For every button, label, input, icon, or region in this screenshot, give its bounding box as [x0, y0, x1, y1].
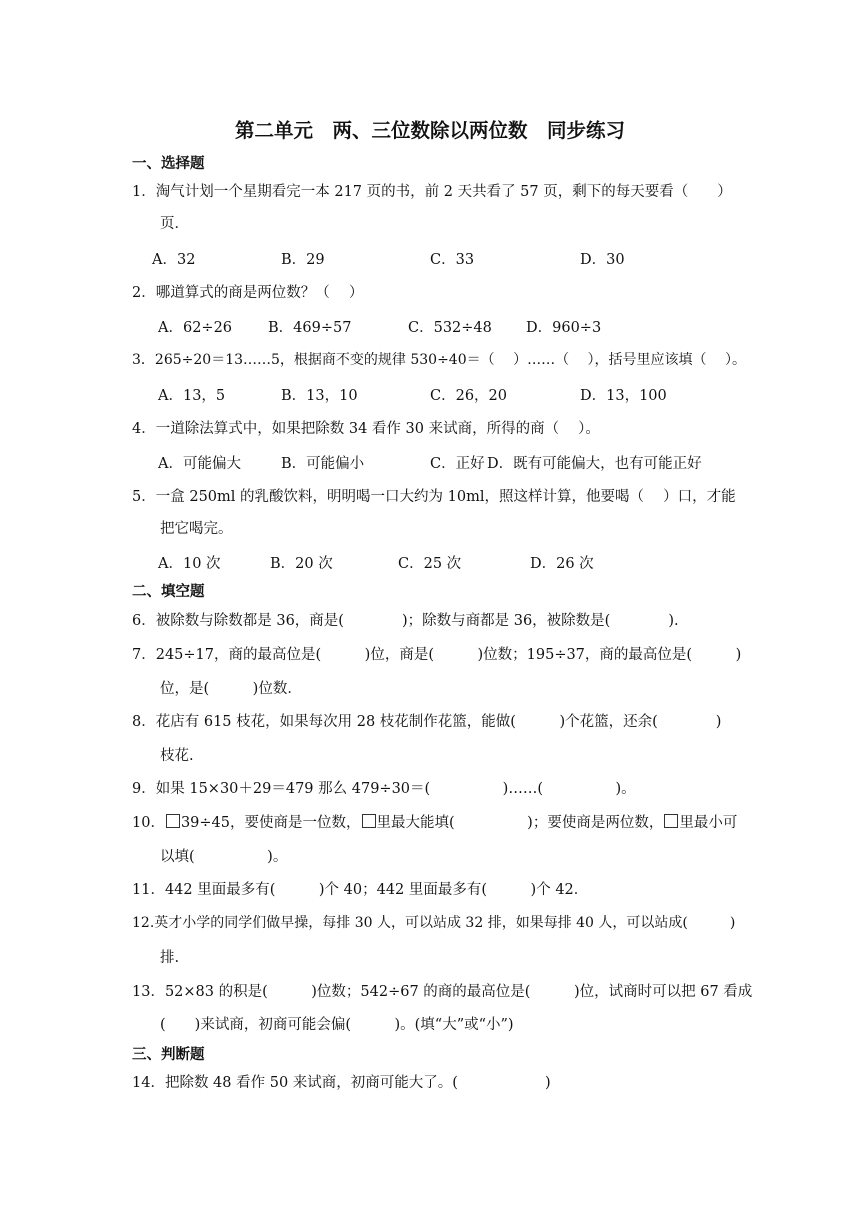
- question-7-continued: 位，是( )位数．: [160, 681, 302, 697]
- question-text: 哪道算式的商是两位数？（ ）: [155, 285, 364, 301]
- option-b: B．29: [281, 252, 325, 268]
- question-8-continued: 枝花.: [160, 748, 194, 764]
- question-number: 3．: [132, 352, 155, 368]
- question-5: [132, 485, 736, 506]
- option-c: C．26，20: [430, 388, 507, 404]
- question-text: 被除数与除数都是 36，商是( )；除数与商都是 36，被除数是( ).: [155, 613, 679, 629]
- question-2: [132, 281, 363, 302]
- option-c: C．532÷48: [408, 320, 492, 336]
- question-4: [132, 417, 600, 438]
- option-b: B．13，10: [281, 388, 358, 404]
- question-text: 一道除法算式中，如果把除数 34 看作 30 来试商，所得的商（ ）。: [155, 421, 600, 437]
- question-number: 1．: [132, 184, 156, 200]
- option-d: D．26 次: [530, 556, 594, 572]
- question-text: 442 里面最多有( )个 40；442 里面最多有( )个 42．: [164, 882, 589, 898]
- question-number: 9．: [132, 781, 156, 797]
- option-b: B．20 次: [270, 556, 333, 572]
- question-number: 12.: [132, 915, 155, 931]
- question-5-options: [0, 552, 860, 574]
- question-text: 52×83 的积是( )位数；542÷67 的商的最高位是( )位，试商时可以把 67 看成: [164, 984, 753, 1000]
- option-a: A．可能偏大: [158, 456, 241, 472]
- question-10: [132, 811, 737, 832]
- question-number: 11．: [132, 882, 165, 898]
- question-number: 4．: [132, 421, 156, 437]
- question-7: [132, 643, 741, 664]
- question-text: 39÷45，要使商是一位数，: [180, 815, 361, 831]
- question-number: 5．: [132, 489, 156, 505]
- question-9: [132, 777, 636, 798]
- question-text: 英才小学的同学们做早操，每排 30 人，可以站成 32 排，如果每排 40 人，可以站成( ): [154, 915, 736, 931]
- question-text: 花店有 615 枝花，如果每次用 28 枝花制作花篮，能做( )个花篮，还余( ): [155, 714, 722, 730]
- question-12: [132, 912, 735, 932]
- section-heading-judge: 三、判断题: [132, 1047, 205, 1063]
- question-text: 淘气计划一个星期看完一本 217 页的书，前 2 天共看了 57 页，剩下的每天要看（ ）: [155, 184, 732, 200]
- question-number: 2．: [132, 285, 156, 301]
- question-5-continued: 把它喝完。: [160, 521, 233, 537]
- option-a: A．13，5: [158, 388, 226, 404]
- option-d: D．既有可能偏大，也有可能正好: [487, 456, 702, 472]
- question-number: 10．: [132, 815, 165, 831]
- question-text: 里最大能填( )；要使商是两位数，: [376, 815, 664, 831]
- blank-box: [664, 814, 678, 828]
- blank-box: [362, 814, 376, 828]
- question-text: 265÷20＝13……5，根据商不变的规律 530÷40＝（ ）……（ ），括号里应该填（ ）。: [154, 352, 746, 368]
- question-6: [132, 609, 679, 630]
- question-text: 245÷17，商的最高位是( )位，商是( )位数；195÷37，商的最高位是( ): [155, 647, 742, 663]
- question-13: [132, 980, 752, 1001]
- question-1-continued: 页．: [160, 216, 189, 232]
- question-text: 里最小可: [679, 815, 738, 831]
- question-3: [132, 349, 746, 369]
- section-heading-fill: 二、填空题: [132, 584, 205, 600]
- page-title: 第二单元 两、三位数除以两位数 同步练习: [234, 119, 625, 142]
- question-text: 把除数 48 看作 50 来试商，初商可能大了。( ): [164, 1075, 551, 1091]
- question-4-options: [0, 452, 860, 474]
- question-number: 14．: [132, 1075, 165, 1091]
- question-13-continued: ( )来试商，初商可能会偏( )。(填“大”或“小”): [160, 1017, 514, 1033]
- question-number: 8．: [132, 714, 156, 730]
- question-12-continued: 排.: [160, 950, 180, 966]
- section-heading-choice: 一、选择题: [132, 156, 205, 172]
- option-a: A．32: [152, 252, 196, 268]
- option-c: C．正好: [430, 456, 485, 472]
- option-d: D．30: [580, 252, 625, 268]
- question-3-options: [0, 384, 860, 406]
- question-2-options: [0, 316, 860, 338]
- question-number: 7．: [132, 647, 156, 663]
- question-10-continued: 以填( )。: [160, 849, 288, 865]
- option-b: B．可能偏小: [281, 456, 365, 472]
- option-c: C．25 次: [398, 556, 462, 572]
- option-d: D．13，100: [580, 388, 667, 404]
- question-8: [132, 710, 721, 731]
- option-a: A．62÷26: [158, 320, 233, 336]
- question-number: 6．: [132, 613, 156, 629]
- option-a: A．10 次: [158, 556, 221, 572]
- option-b: B．469÷57: [268, 320, 352, 336]
- question-number: 13．: [132, 984, 165, 1000]
- option-d: D．960÷3: [526, 320, 602, 336]
- blank-box: [166, 814, 180, 828]
- question-11: [132, 878, 588, 899]
- question-1-options: [0, 248, 860, 270]
- question-text: 如果 15×30＋29＝479 那么 479÷30＝( )……( )。: [155, 781, 636, 797]
- question-text: 一盒 250ml 的乳酸饮料，明明喝一口大约为 10ml，照这样计算，他要喝（ ）口，才能: [155, 489, 736, 505]
- question-14: [132, 1071, 551, 1092]
- question-1: [132, 180, 732, 201]
- option-c: C．33: [430, 252, 475, 268]
